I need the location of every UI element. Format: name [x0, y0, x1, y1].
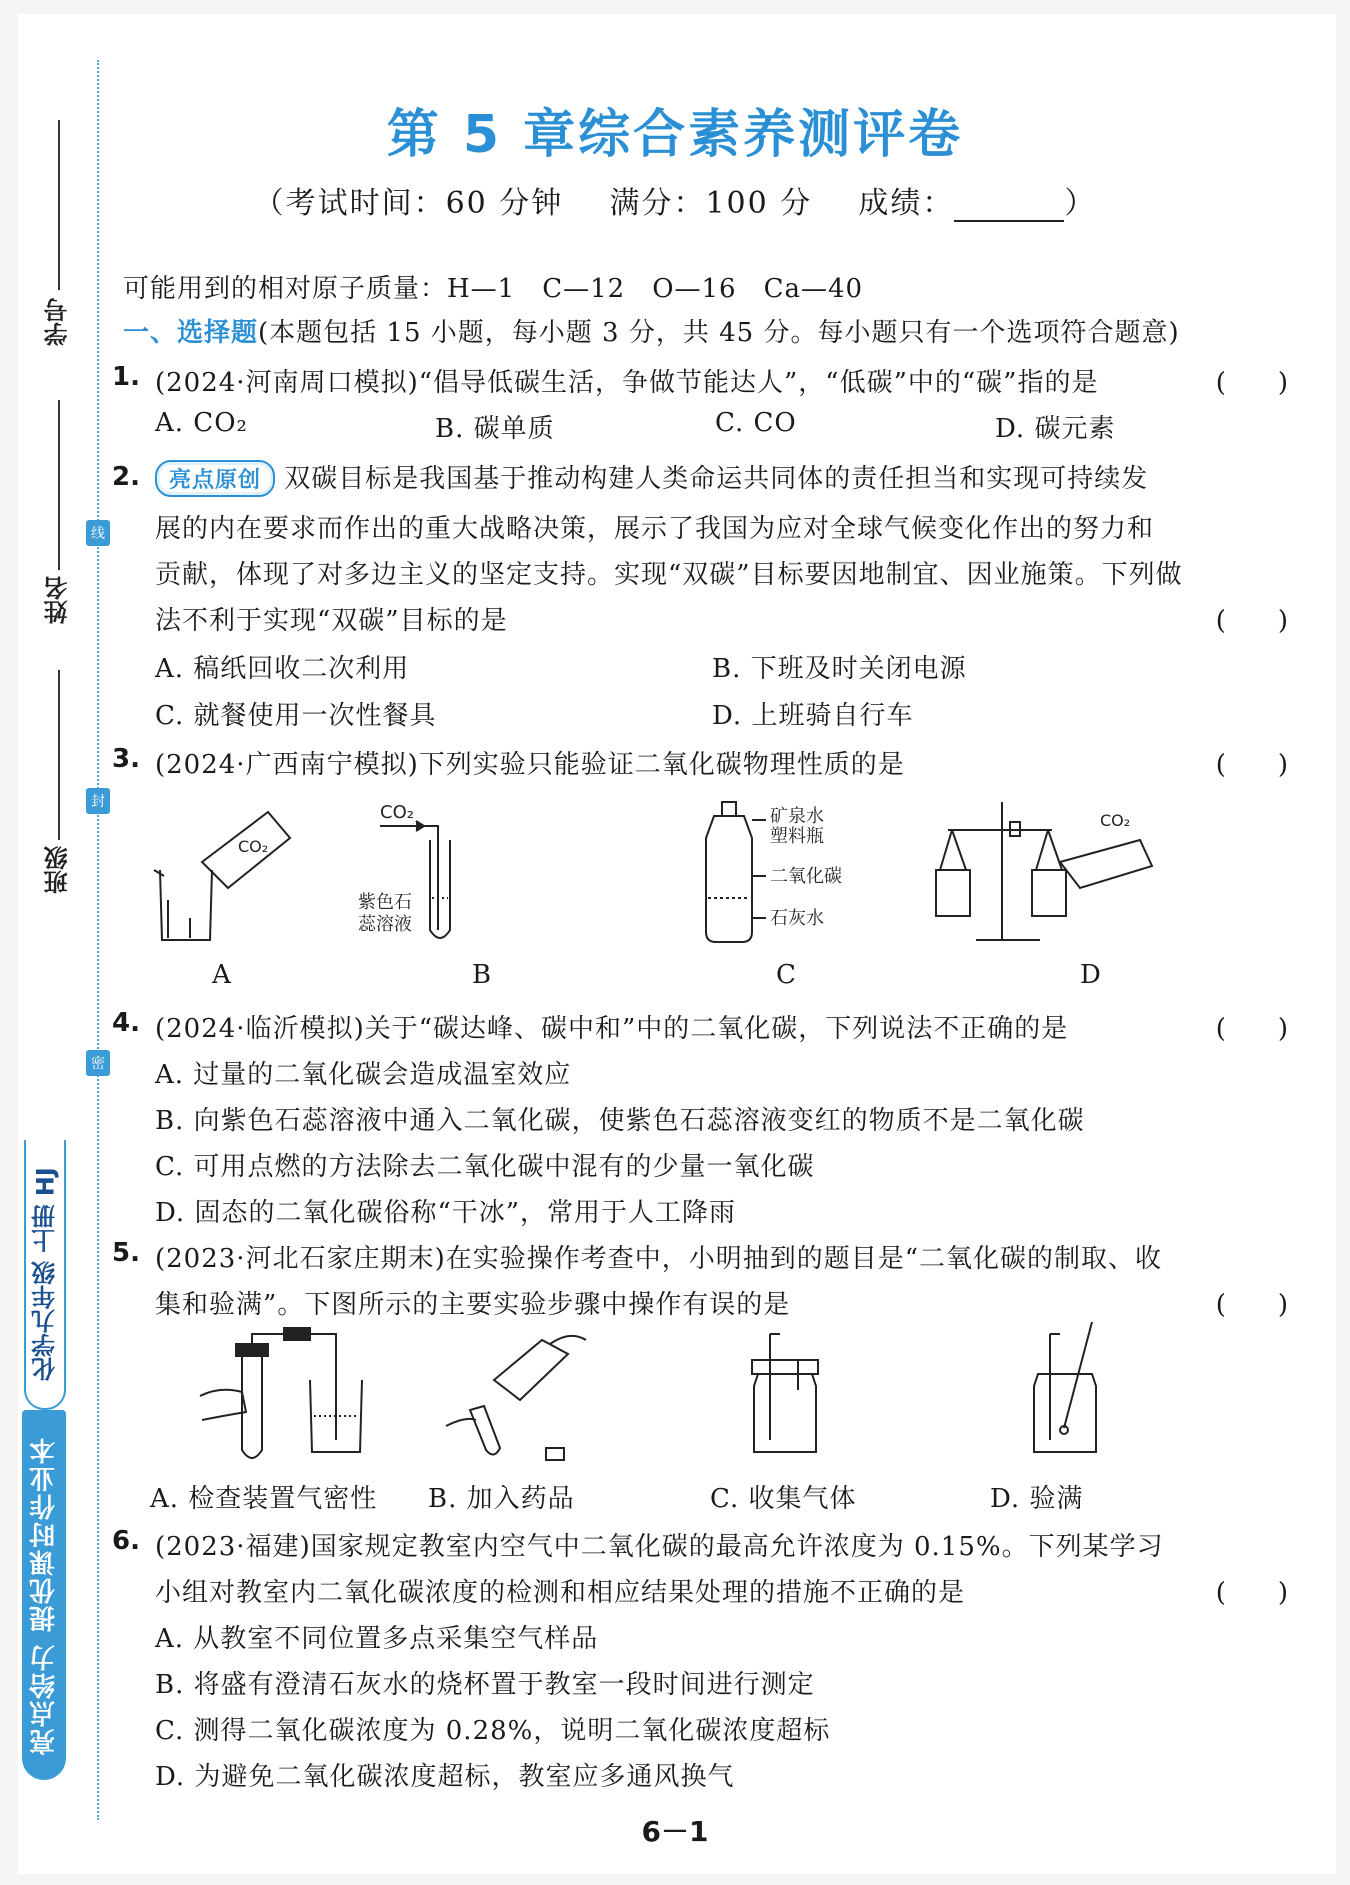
q2-answer-slot[interactable]: ( )	[1215, 606, 1288, 636]
q5-figures	[150, 1320, 1110, 1470]
q2-line-1-text: 双碳目标是我国基于推动构建人类命运共同体的责任担当和实现可持续发	[284, 464, 1149, 494]
q5-option-b[interactable]: B. 加入药品	[428, 1484, 575, 1514]
q2-option-c[interactable]: C. 就餐使用一次性餐具	[155, 701, 437, 731]
q4-option-b[interactable]: B. 向紫色石蕊溶液中通入二氧化碳，使紫色石蕊溶液变红的物质不是二氧化碳	[155, 1106, 1085, 1136]
figure-b-add-reagent	[446, 1336, 586, 1460]
exam-time: （考试时间：60 分钟	[253, 186, 564, 221]
page-title: 第 5 章综合素养测评卷	[386, 105, 964, 165]
q4-number: 4.	[112, 1008, 140, 1038]
q1-number: 1.	[112, 362, 140, 392]
fig-c-label-1: 矿泉水	[770, 806, 824, 827]
name-label: 姓名	[44, 576, 72, 624]
original-badge: 亮点原创	[155, 460, 275, 497]
exam-info-close: ）	[1064, 186, 1097, 221]
book-spine	[22, 1140, 66, 1780]
figure-a-airtight-check	[200, 1328, 362, 1458]
q1-option-b[interactable]: B. 碳单质	[435, 414, 555, 444]
figure-b-test-tube	[358, 802, 450, 938]
q3-number: 3.	[112, 744, 140, 774]
q6-answer-slot[interactable]: ( )	[1215, 1578, 1288, 1608]
q1-option-d[interactable]: D. 碳元素	[995, 414, 1116, 444]
q3-figures	[140, 790, 1200, 950]
fig-c-label-2: 塑料瓶	[770, 826, 824, 847]
q6-option-c[interactable]: C. 测得二氧化碳浓度为 0.28%，说明二氧化碳浓度超标	[155, 1716, 831, 1746]
seal-mark: 封	[86, 788, 110, 814]
q1-text: (2024·河南周口模拟)“倡导低碳生活，争做节能达人”，“低碳”中的“碳”指的是	[155, 368, 1099, 398]
dense-mark: 密	[86, 1050, 110, 1076]
q5-line-2: 集和验满”。下图所示的主要实验步骤中操作有误的是	[155, 1290, 791, 1320]
section-title: 一、选择题	[123, 318, 259, 348]
q6-line-1: (2023·福建)国家规定教室内空气中二氧化碳的最高允许浓度为 0.15%。下列某学习	[155, 1532, 1164, 1562]
fig-c-label-3: 二氧化碳	[770, 866, 842, 887]
q1-answer-slot[interactable]: ( )	[1215, 368, 1288, 398]
student-id-label: 学号	[44, 298, 72, 346]
q1-option-c[interactable]: C. CO	[715, 408, 797, 438]
q4-text: (2024·临沂模拟)关于“碳达峰、碳中和”中的二氧化碳，下列说法不正确的是	[155, 1014, 1069, 1044]
q3-answer-slot[interactable]: ( )	[1215, 750, 1288, 780]
class-label: 班级	[44, 846, 72, 894]
figure-a-beaker-pour	[154, 812, 290, 940]
q3-text: (2024·广西南宁模拟)下列实验只能验证二氧化碳物理性质的是	[155, 750, 905, 780]
q5-answer-slot[interactable]: ( )	[1215, 1290, 1288, 1320]
q3-label-d: D	[1080, 960, 1101, 990]
q5-line-1: (2023·河北石家庄期末)在实验操作考查中，小明抽到的题目是“二氧化碳的制取、收	[155, 1244, 1163, 1274]
spine-brand-label: 亮点给力 提优课时作业本	[22, 1410, 66, 1780]
q5-number: 5.	[112, 1238, 140, 1268]
score-label: 成绩：	[858, 186, 955, 221]
fig-a-co2-label: CO₂	[238, 837, 269, 856]
class-blank[interactable]	[58, 670, 60, 840]
score-blank[interactable]	[954, 192, 1064, 222]
q6-option-d[interactable]: D. 为避免二氧化碳浓度超标，教室应多通风换气	[155, 1762, 735, 1792]
q6-line-2: 小组对教室内二氧化碳浓度的检测和相应结果处理的措施不正确的是	[155, 1578, 966, 1608]
q6-option-a[interactable]: A. 从教室不同位置多点采集空气样品	[155, 1624, 599, 1654]
name-blank[interactable]	[58, 400, 60, 570]
q3-label-b: B	[472, 960, 492, 990]
q3-label-a: A	[212, 960, 231, 990]
q5-option-c[interactable]: C. 收集气体	[710, 1484, 857, 1514]
section-note: (本题包括 15 小题，每小题 3 分，共 45 分。每小题只有一个选项符合题意)	[258, 318, 1180, 348]
q2-line-2: 展的内在要求而作出的重大战略决策，展示了我国为应对全球气候变化作出的努力和	[155, 514, 1155, 544]
figure-c-bottle	[706, 802, 842, 942]
figure-d-check-full	[1034, 1322, 1096, 1452]
spine-grade-label: 化学九年级 上册 HJ	[24, 1140, 66, 1410]
q4-option-d[interactable]: D. 固态的二氧化碳俗称“干冰”，常用于人工降雨	[155, 1198, 737, 1228]
fig-b-label-1: 紫色石	[358, 892, 412, 913]
q2-option-d[interactable]: D. 上班骑自行车	[712, 701, 914, 731]
q2-line-3: 贡献，体现了对多边主义的坚定支持。实现“双碳”目标要因地制宜、因业施策。下列做	[155, 560, 1183, 590]
q3-label-c: C	[776, 960, 796, 990]
q4-option-a[interactable]: A. 过量的二氧化碳会造成温室效应	[155, 1060, 572, 1090]
atomic-mass-line: 可能用到的相对原子质量：H—1 C—12 O—16 Ca—40	[123, 274, 864, 304]
q4-option-c[interactable]: C. 可用点燃的方法除去二氧化碳中混有的少量一氧化碳	[155, 1152, 815, 1182]
full-score: 满分：100 分	[609, 186, 813, 221]
exam-info	[0, 178, 1350, 222]
fig-d-co2-label: CO₂	[1100, 811, 1131, 830]
section-heading	[123, 312, 1180, 349]
q4-answer-slot[interactable]: ( )	[1215, 1014, 1288, 1044]
q2-line-4: 法不利于实现“双碳”目标的是	[155, 606, 508, 636]
q2-line-1	[155, 458, 1148, 497]
q5-option-a[interactable]: A. 检查装置气密性	[150, 1484, 378, 1514]
q2-number: 2.	[112, 462, 140, 492]
fig-b-co2-label: CO₂	[380, 802, 414, 823]
figure-c-collect-gas	[752, 1334, 818, 1452]
page-number: 6－1	[641, 1815, 709, 1848]
line-mark: 线	[86, 520, 110, 546]
q1-option-a[interactable]: A. CO₂	[155, 408, 248, 438]
binding-line	[97, 60, 99, 1820]
q5-option-d[interactable]: D. 验满	[990, 1484, 1084, 1514]
fig-b-label-2: 蕊溶液	[358, 914, 412, 935]
q2-option-b[interactable]: B. 下班及时关闭电源	[712, 654, 967, 684]
q6-number: 6.	[112, 1526, 140, 1556]
fig-c-label-4: 石灰水	[770, 908, 824, 929]
figure-d-balance	[936, 802, 1152, 940]
q2-option-a[interactable]: A. 稿纸回收二次利用	[155, 654, 410, 684]
q6-option-b[interactable]: B. 将盛有澄清石灰水的烧杯置于教室一段时间进行测定	[155, 1670, 815, 1700]
